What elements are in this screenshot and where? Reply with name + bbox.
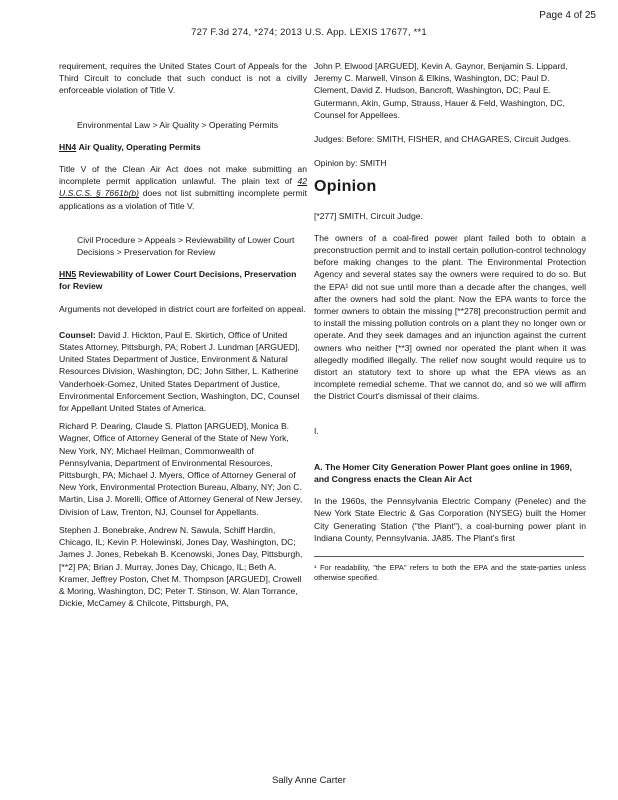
opinion-author-line: [*277] SMITH, Circuit Judge.: [314, 210, 423, 221]
headnote-5-tag[interactable]: HN5: [59, 269, 77, 280]
counsel-block-1: [59, 329, 307, 414]
headnote-4-text: [59, 163, 307, 212]
footer-author: Sally Anne Carter: [272, 775, 346, 786]
counsel-continued: John P. Elwood [ARGUED], Kevin A. Gaynor, Benjamin S. Lippard, Jeremy C. Marwell, Vinson & Elkins, Washington, DC; Paul D. Clement, David Z. Hudson, Bancroft, Washington, DC; Paul E. Gutermann, Akin, Gump, Strauss, Hauer & Feld, Washington, DC, Counsel for Appellees.: [314, 61, 568, 120]
topic-path-preservation[interactable]: Civil Procedure > Appeals > Reviewability of Lower Court Decisions > Preservation for Review: [77, 234, 295, 258]
statute-link[interactable]: 42 U.S.C.S. § 7661b(b): [59, 176, 308, 199]
headnote-4-text-a: Title V of the Clean Air Act does not make submitting an incomplete permit application unlawful. The plain text of: [59, 164, 307, 187]
counsel-block-3: Stephen J. Bonebrake, Andrew N. Sawula, Schiff Hardin, Chicago, IL; Kevin P. Holewinski, Jones Day, Washington, DC; James J. Jones, Rebekah B. Kcenowski, Jones Day, Pittsburgh, [**2] PA; Brian J. Murray, Jones Day, Chicago, IL; Beth A. Kramer, Jeffrey Poston, Chet M. Thompson [ARGUED], Crowell & Moring, Washington, DC; Peter T. Stinson, W. Alan Torrance, Dickie, McCamey & Chilcote, Pittsburgh, PA,: [59, 524, 303, 609]
headnote-4-text-b: does not list submitting incomplete permit applications as a violation of Title V.: [59, 188, 307, 211]
counsel-block-2: Richard P. Dearing, Claude S. Platton [ARGUED], Monica B. Wagner, Office of Attorney General of the State of New York, New York, NY; Michael Heilman, Commonwealth of Pennsylvania, Department of Environmental Resources, Pittsburgh, PA; Michael J. Myers, Office of Attorney General of New York, Environmental Protection Bureau, Albany, NY; Jon C. Martin, Lisa J. Morelli, Office of Attorney General of New Jersey, Division of Law, Trenton, NJ, Counsel for Appellants.: [59, 421, 303, 517]
page-number: Page 4 of 25: [539, 10, 596, 21]
left-column: [59, 60, 307, 609]
right-column: [314, 60, 586, 583]
headnote-5-text: Arguments not developed in district court are forfeited on appeal.: [59, 303, 306, 314]
counsel-text-1: David J. Hickton, Paul E. Skirtich, Office of United States Attorney, Pittsburgh, PA; Robert J. Lundman [ARGUED], United States Department of Justice, Environment & Natural Resources Division, Washington, DC; John Sither, L. Katherine Vanderhoek-Gomez, United States Department of Justice, Environmental Enforcement Section, Washington, DC, Counsel for Appellant United States of America.: [59, 329, 300, 414]
headnote-4-heading: [59, 141, 307, 153]
opinion-heading: Opinion: [314, 178, 377, 196]
headnote-4-tag[interactable]: HN4: [59, 141, 77, 152]
headnote-5-heading: [59, 268, 307, 292]
topic-path-operating-permits[interactable]: Environmental Law > Air Quality > Operating Permits: [77, 119, 279, 130]
case-citation: 727 F.3d 274, *274; 2013 U.S. App. LEXIS 17677, **1: [191, 27, 427, 38]
intro-paragraph: requirement, requires the United States Court of Appeals for the Third Circuit to conclude that such conduct is not a civilly enforceable violation of Title V.: [59, 61, 307, 96]
footnote-1: ¹ For readability, "the EPA" refers to both the EPA and the state-parties unless otherwise specified.: [314, 563, 586, 583]
judges-line: Judges: Before: SMITH, FISHER, and CHAGARES, Circuit Judges.: [314, 134, 571, 145]
opinion-by-line: Opinion by: SMITH: [314, 158, 387, 169]
section-a-heading: A. The Homer City Generation Power Plant goes online in 1969, and Congress enacts the Clean Air Act: [314, 461, 572, 485]
headnote-4-title: Air Quality, Operating Permits: [78, 141, 201, 152]
counsel-label: Counsel:: [59, 329, 96, 340]
opinion-paragraph-2: In the 1960s, the Pennsylvania Electric Company (Penelec) and the New York State Electric & Gas Corporation (NYSEG) built the Homer City Generating Station ("the Plant"), a coal-burning power plant in Indiana County, Pennsylvania. JA85. The Plant's first: [314, 496, 586, 543]
headnote-5-title: Reviewability of Lower Court Decisions, Preservation for Review: [59, 269, 297, 292]
opinion-paragraph-1: The owners of a coal-fired power plant failed both to obtain a preconstruction permit and to install certain pollution-control technology before making changes to the plant. The Environmental Protection Agency and several states say the owners were required to do so. But the EPA¹ did not sue until more than a decade after the changes, well after the owners had sold the plant. Now the EPA wants to force the former owners to obtain the missing [**278] preconstruction permit and to install the missing pollution controls on a plant they no longer own or operate. And they seek damages and an injunction against the current owners who neither [**3] owned nor operated the plant when it was allegedly modified illegally. The relief now sought would require us to distort an statutory text to shore up what the EPA views as an incomplete remedial scheme. That we cannot do, and so we will affirm the District Court's dismissal of their claims.: [314, 232, 586, 402]
section-numeral: I.: [314, 425, 319, 436]
